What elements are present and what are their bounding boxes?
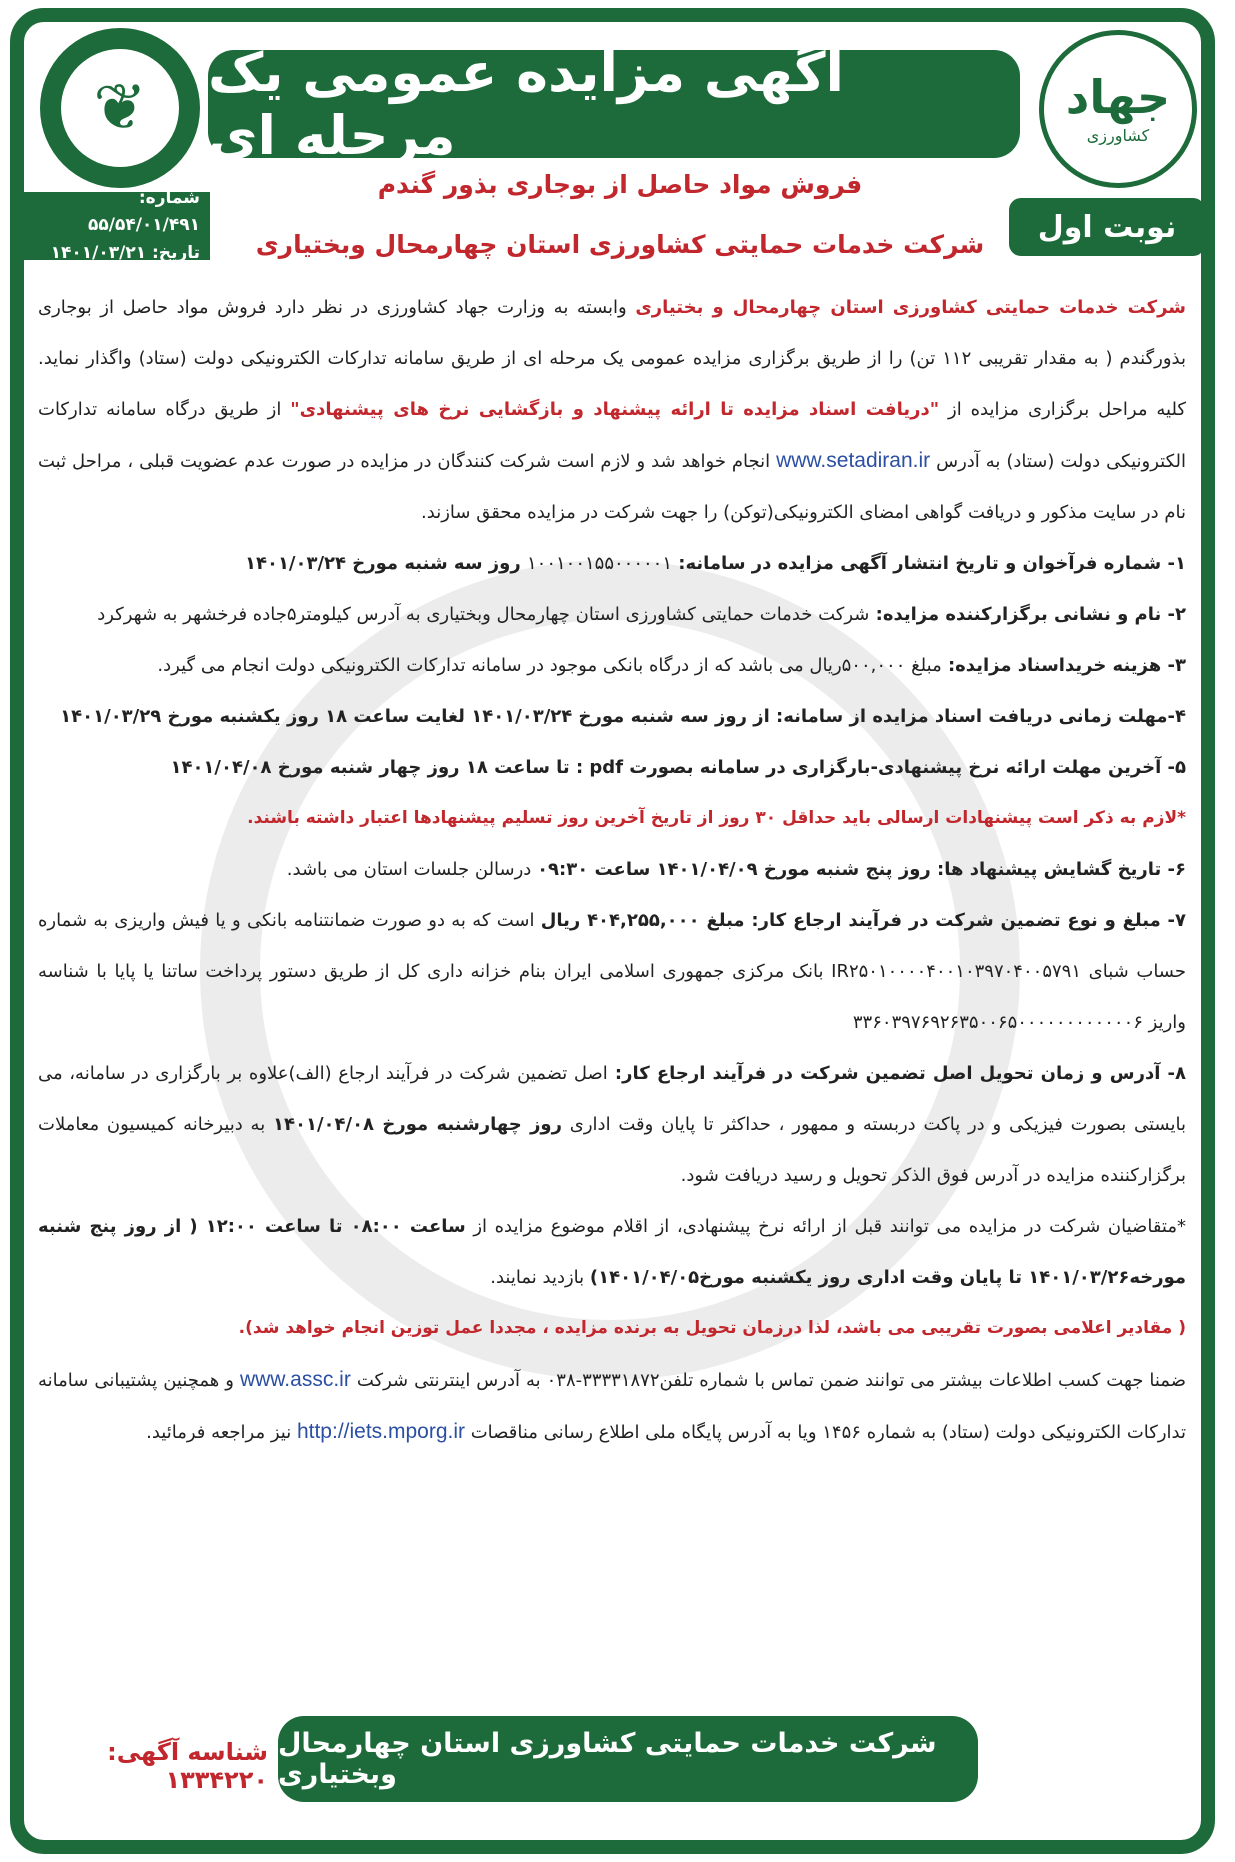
footer-company: شرکت خدمات حمایتی کشاورزی استان چهارمحال وبختیاری (278, 1728, 937, 1790)
intro-text3: انجام خواهد شد و لازم است شرکت کنندگان در مزایده در صورت عدم عضویت قبلی ، مراحل ثبت نام در سایت مذکور و دریافت گواهی امضای الکترونیکی(توکن) را جهت شرکت در مزایده محقق سازند. (38, 451, 1186, 523)
visit-text: *متقاضیان شرکت در مزایده می توانند قبل از ارائه نرخ پیشنهادی، از اقلام موضوع مزایده از (465, 1216, 1186, 1237)
item-3-text: مبلغ ۵۰۰,۰۰۰ریال می باشد که از درگاه بانکی موجود در سامانه تدارکات الکترونیکی دولت انجام می گیرد. (157, 655, 942, 676)
item-8-text: اصل تضمین شرکت در فرآیند ارجاع (الف)علاوه بر بارگزاری در سامانه، می بایستی بصورت فیزیکی و در پاکت دربسته و ممهور ، حداکثر تا پایان وقت اداری (38, 1063, 1186, 1135)
contact-text3: نیز مراجعه فرمائید. (146, 1422, 297, 1443)
setad-link[interactable]: www.setadiran.ir (776, 449, 931, 472)
footer-banner (278, 1716, 978, 1802)
iets-link[interactable]: http://iets.mporg.ir (296, 1420, 466, 1443)
item-7-text: است که به دو صورت ضمانتنامه بانکی و یا فیش واریزی به شماره حساب شبای IR۲۵۰۱۰۰۰۰۴۰۰۱۰۳۹۷۰۴۰۰۵۷۹۱ بانک مرکزی جمهوری اسلامی ایران بنام خزانه داری کل از طریق دستور پرداخت ساتنا یا پایا با شناسه واریز ۳۳۶۰۳۹۷۶۹۲۶۳۵۰۰۶۵۰۰۰۰۰۰۰۰۰۰۰۰۶ (38, 910, 1186, 1033)
contact-text: ضمنا جهت کسب اطلاعات بیشتر می توانند ضمن تماس با شماره تلفن۳۳۳۳۱۸۷۲-۰۳۸ به آدرس اینترنتی شرکت (350, 1370, 1186, 1391)
subtitle-product: فروش مواد حاصل از بوجاری بذور گندم (377, 170, 863, 199)
subtitle-company: شرکت خدمات حمایتی کشاورزی استان چهارمحال وبختیاری (255, 230, 985, 259)
assc-link[interactable]: www.assc.ir (239, 1368, 351, 1391)
item-2 (38, 589, 1186, 640)
weight-note: ( مقادیر اعلامی بصورت تقریبی می باشد، لذا درزمان تحویل به برنده مزایده ، مجددا عمل توزین انجام خواهد شد). (238, 1318, 1186, 1338)
contact-paragraph (38, 1354, 1186, 1458)
item-4-label: ۴-مهلت زمانی دریافت اسناد مزایده از سامانه: (769, 706, 1186, 727)
item-7 (38, 895, 1186, 1048)
item-6-text: درسالن جلسات استان می باشد. (286, 859, 538, 880)
item-1-bold: روز سه شنبه مورخ ۱۴۰۱/۰۳/۲۴ (244, 553, 527, 574)
item-8-label: ۸- آدرس و زمان تحویل اصل تضمین شرکت در فرآیند ارجاع کار: (607, 1063, 1186, 1084)
wheat-icon: ❦ (61, 49, 179, 167)
item-2-text: شرکت خدمات حمایتی کشاورزی استان چهارمحال وبختیاری به آدرس کیلومتر۵جاده فرخشهر به شهرکرد (97, 604, 870, 625)
round-badge: نوبت اول (1009, 198, 1205, 256)
jahad-logo-sub: کشاورزی (1086, 125, 1150, 145)
item-4-bold: از روز سه شنبه مورخ ۱۴۰۱/۰۳/۲۴ لغایت ساعت ۱۸ روز یکشنبه مورخ ۱۴۰۱/۰۳/۲۹ (60, 706, 770, 727)
item-2-label: ۲- نام و نشانی برگزارکننده مزایده: (869, 604, 1186, 625)
item-5 (38, 742, 1186, 793)
item-8-bold: روز چهارشنبه مورخ ۱۴۰۱/۰۴/۰۸ (273, 1114, 562, 1135)
intro-text1: وابسته به وزارت جهاد کشاورزی در نظر دارد فروش مواد حاصل از بوجاری بذورگندم ( به مقدار تقریبی ۱۱۲ تن) را از طریق برگزاری مزایده عمومی یک مرحله ای از طریق سامانه تدارکات الکترونیکی دولت (ستاد) واگذار نماید. کلیه مراحل برگزاری مزایده از (38, 297, 1186, 420)
item-1-label: ۱- شماره فرآخوان و تاریخ انتشار آگهی مزایده در سامانه: (672, 553, 1186, 574)
item-6-bold: روز پنج شنبه مورخ ۱۴۰۱/۰۴/۰۹ ساعت ۰۹:۳۰ (537, 859, 931, 880)
letter-number: شماره: ۵۵/۵۴/۰۱/۴۹۱ (87, 188, 200, 236)
intro-text2: از طریق درگاه سامانه تدارکات الکترونیکی دولت (ستاد) به آدرس (38, 399, 1186, 472)
page-title: آگهی مزایده عمومی یک مرحله ای (208, 41, 845, 167)
intro-highlight: "دریافت اسناد مزایده تا ارائه پیشنهاد و بازگشایی نرخ های پیشنهادی" (290, 399, 940, 420)
item-5-bold: تا ساعت ۱۸ روز چهار شنبه مورخ ۱۴۰۱/۰۴/۰۸ (170, 757, 570, 778)
visit-paragraph (38, 1201, 1186, 1303)
jahad-logo-text: جهاد (1065, 69, 1171, 124)
item-7-bold: مبلغ ۴۰۴,۲۵۵,۰۰۰ ریال (540, 910, 745, 931)
item-6 (38, 844, 1186, 895)
item-7-label: ۷- مبلغ و نوع تضمین شرکت در فرآیند ارجاع کار: (744, 910, 1187, 931)
title-banner (208, 41, 1020, 167)
number-date-box (20, 188, 210, 263)
item-6-label: ۶- تاریخ گشایش پیشنهاد ها: (930, 859, 1186, 880)
wheat-logo-icon (40, 28, 200, 188)
item-1 (38, 538, 1186, 589)
item-8 (38, 1048, 1186, 1201)
intro-company: شرکت خدمات حمایتی کشاورزی استان چهارمحال و بختیاری (635, 297, 1186, 318)
item-8-text2: به دبیرخانه کمیسیون معاملات برگزارکننده مزایده در آدرس فوق الذکر تحویل و رسید دریافت شود. (38, 1114, 1186, 1186)
intro-paragraph (38, 282, 1186, 538)
jahad-logo (1039, 30, 1197, 188)
item-3 (38, 640, 1186, 691)
validity-note: *لازم به ذکر است پیشنهادات ارسالی باید حداقل ۳۰ روز از تاریخ آخرین روز تسلیم پیشنهادها اعتبار داشته باشند. (247, 808, 1186, 828)
ad-id: شناسه آگهی: ۱۳۳۴۲۲۰ (107, 1738, 268, 1794)
item-5-label: ۵- آخرین مهلت ارائه نرخ پیشنهادی-بارگزاری در سامانه بصورت pdf : (569, 757, 1186, 778)
letter-date: تاریخ: ۱۴۰۱/۰۳/۲۱ (50, 242, 200, 263)
contact-text2: و همچنین پشتیبانی سامانه تدارکات الکترونیکی دولت (ستاد) به شماره ۱۴۵۶ ویا به آدرس پایگاه ملی اطلاع رسانی مناقصات (38, 1370, 1186, 1443)
visit-text2: بازدید نمایند. (490, 1267, 590, 1288)
item-3-label: ۳- هزینه خریداسناد مزایده: (941, 655, 1186, 676)
visit-bold: ساعت ۰۸:۰۰ تا ساعت ۱۲:۰۰ ( از روز پنج شنبه مورخه۱۴۰۱/۰۳/۲۶ تا پایان وقت اداری روز یکشنبه مورخ۱۴۰۱/۰۴/۰۵) (38, 1216, 1186, 1288)
ad-body (38, 282, 1186, 1458)
item-1-text: ۱۰۰۱۰۰۱۵۵۰۰۰۰۰۱ (526, 553, 673, 574)
item-4 (38, 691, 1186, 742)
